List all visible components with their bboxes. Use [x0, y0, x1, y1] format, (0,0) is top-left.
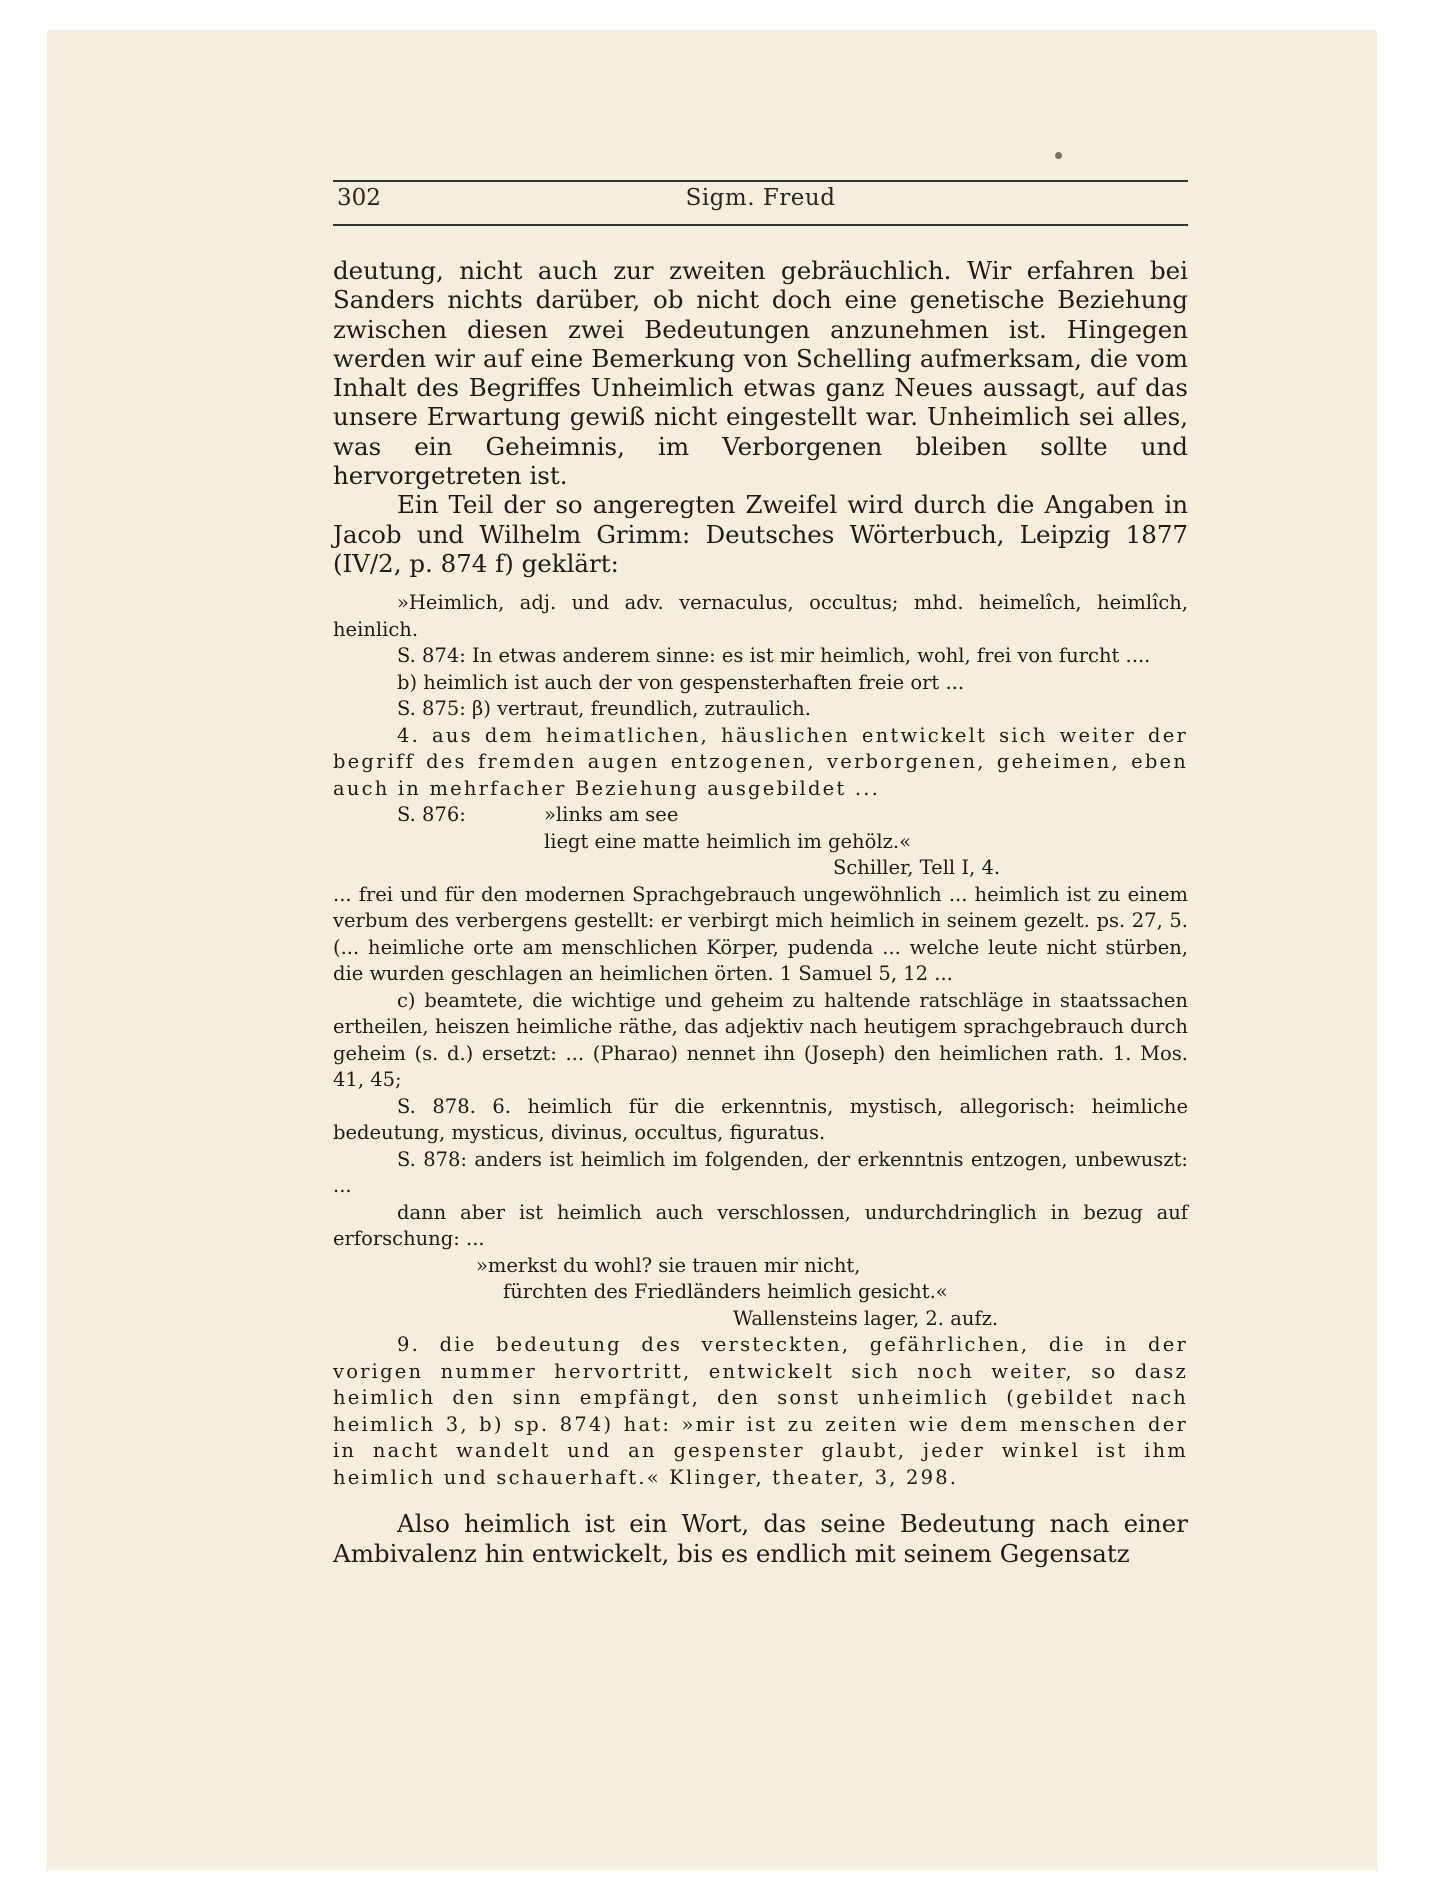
- running-title: Sigm. Freud: [685, 185, 836, 211]
- verse-line: [333, 1306, 1188, 1333]
- quote-s874: S. 874: In etwas anderem sinne: es ist mir heimlich, wohl, frei von furcht ....: [397, 644, 1151, 668]
- paragraph-3: Also heimlich ist ein Wort, das seine Bedeutung nach einer Ambivalenz hin entwickelt, bis es endlich mit seinem Gegensatz: [333, 1509, 1188, 1568]
- verse-line: [333, 1253, 1188, 1280]
- page-body: [333, 256, 1188, 1568]
- quote-s878-6: S. 878. 6. heimlich für die erkenntnis, mystisch, allegorisch: heimliche bedeutung, mysticus, divinus, occultus, figuratus.: [333, 1094, 1188, 1145]
- quote-4: 4. aus dem heimatlichen, häuslichen entwickelt sich weiter der begriff des fremden augen entzogenen, verborgenen, geheimen, eben auch in mehrfacher Beziehung ausgebildet ...: [333, 723, 1188, 800]
- quote-dann: dann aber ist heimlich auch verschlossen, undurchdringlich in bezug auf erforschung: ...: [333, 1200, 1188, 1251]
- verse-line-2: fürchten des Friedländers heimlich gesicht.«: [503, 1280, 948, 1304]
- verse-line: [333, 829, 1188, 856]
- quote-9: 9. die bedeutung des versteckten, gefährlichen, die in der vorigen nummer hervortritt, entwickelt sich noch weiter, so dasz heimlich den sinn empfängt, den sonst unheimlich (gebildet nach heimlich 3, b) sp. 874) hat: »mir ist zu zeiten wie dem menschen der in nacht wandelt und an gespenster glaubt, jeder winkel ist ihm heimlich und schauerhaft.« Klinger, theater, 3, 298.: [333, 1333, 1188, 1489]
- quote-heimlich-definition: »Heimlich, adj. und adv. vernaculus, occultus; mhd. heimelîch, heimlîch, heinlich.: [333, 591, 1188, 641]
- verse-reference: S. 876:: [397, 803, 466, 827]
- page-number: 302: [337, 185, 381, 211]
- quote-c: c) beamtete, die wichtige und geheim zu haltende ratschläge in staatssachen ertheilen, heiszen heimliche räthe, das adjektiv nach heutigem sprachgebrauch durch geheim (s. d.) ersetzt: ... (Pharao) nennet ihn (Joseph) den heimlichen rath. 1. Mos. 41, 45;: [333, 988, 1188, 1092]
- quote-s875: S. 875: β) vertraut, freundlich, zutraulich.: [397, 697, 811, 721]
- verse-source: Schiller, Tell I, 4.: [833, 856, 1001, 880]
- verse-line-1: »merkst du wohl? sie trauen mir nicht,: [476, 1253, 861, 1277]
- verse-line-1: »links am see: [544, 803, 679, 827]
- verse-source: Wallensteins lager, 2. aufz.: [733, 1306, 999, 1330]
- quote-b: b) heimlich ist auch der von gespensterhaften freie ort ...: [397, 670, 965, 694]
- quote-s878: S. 878: anders ist heimlich im folgenden, der erkenntnis entzogen, unbewuszt: ...: [333, 1147, 1188, 1198]
- paragraph-2: Ein Teil der so angeregten Zweifel wird durch die Angaben in Jacob und Wilhelm Grimm: Deutsches Wörterbuch, Leipzig 1877 (IV/2, p. 874 f) geklärt:: [333, 490, 1188, 578]
- running-header: [333, 180, 1188, 226]
- quote-frei: ... frei und für den modernen Sprachgebrauch ungewöhnlich ... heimlich ist zu einem verbum des verbergens gestellt: er verbirgt mich heimlich in seinem gezelt. ps. 27, 5. (... heimliche orte am menschlichen Körper, pudenda ... welche leute nicht stürben, die wurden geschlagen an heimlichen örten. 1 Samuel 5, 12 ...: [333, 882, 1188, 986]
- ink-speck: [1055, 152, 1062, 159]
- verse-line: [333, 855, 1188, 882]
- verse-line: [333, 802, 1188, 829]
- verse-line-2: liegt eine matte heimlich im gehölz.«: [544, 829, 911, 853]
- verse-line: [333, 1279, 1188, 1306]
- paragraph-1: deutung, nicht auch zur zweiten gebräuchlich. Wir erfahren bei Sanders nichts darüber, ob nicht doch eine genetische Beziehung zwischen diesen zwei Bedeutungen anzunehmen ist. Hingegen werden wir auf eine Bemerkung von Schelling aufmerksam, die vom Inhalt des Begriffes Unheimlich etwas ganz Neues aussagt, auf das unsere Erwartung gewiß nicht eingestellt war. Unheimlich sei alles, was ein Geheimnis, im Verborgenen bleiben sollte und hervorgetreten ist.: [333, 256, 1188, 491]
